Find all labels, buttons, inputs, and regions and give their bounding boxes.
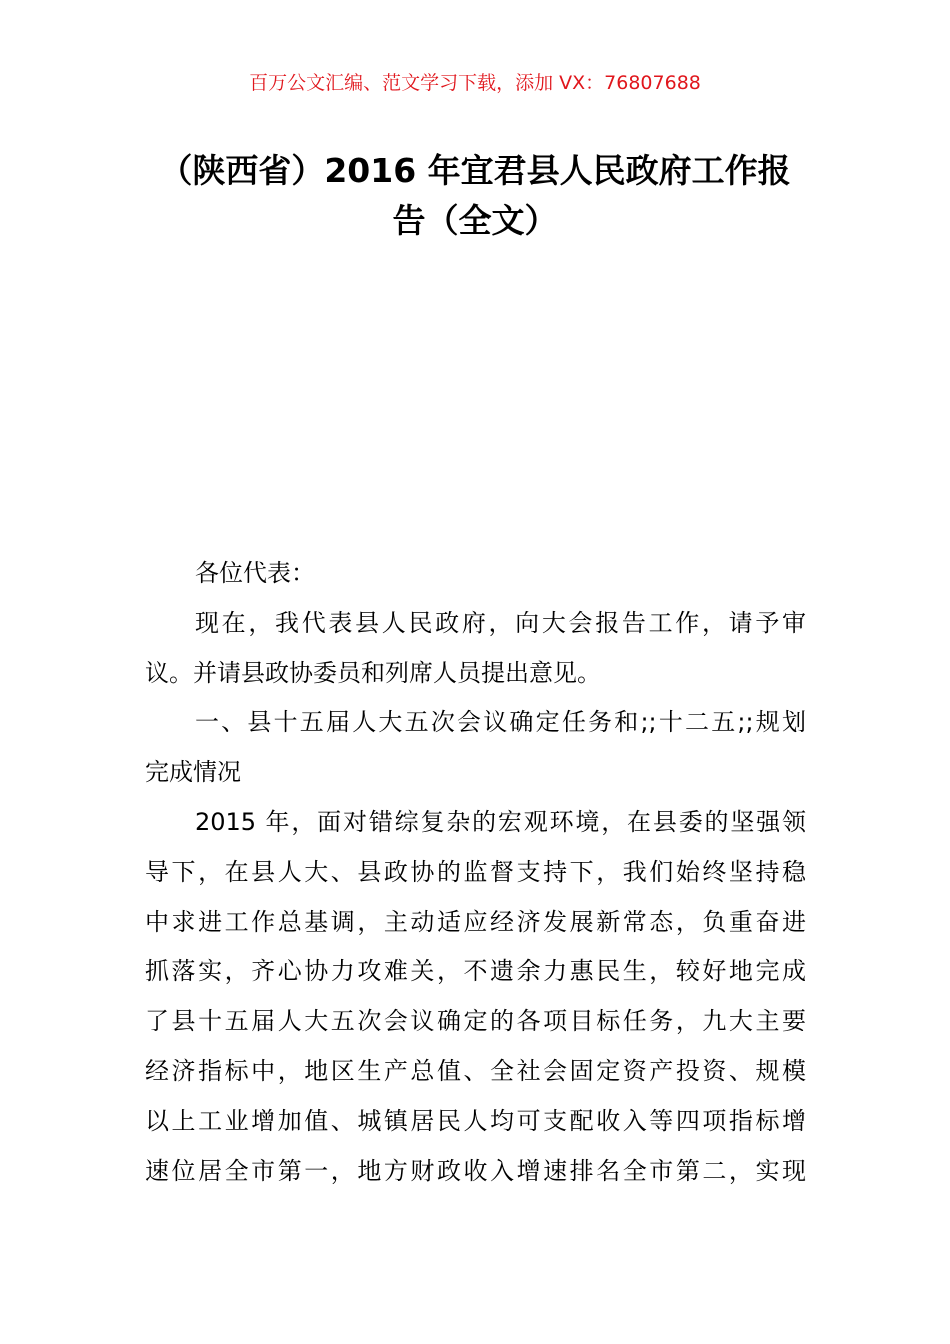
document-title	[140, 146, 810, 246]
paragraph-line: 导下，在县人大、县政协的监督支持下，我们始终坚持稳	[145, 857, 806, 886]
paragraph-line: 议。并请县政协委员和列席人员提出意见。	[145, 658, 601, 687]
section-heading-line: 一、县十五届人大五次会议确定任务和;;十二五;;规划	[195, 708, 806, 737]
paragraph-line: 速位居全市第一，地方财政收入增速排名全市第二，实现	[145, 1156, 806, 1185]
paragraph-line: 2015 年，面对错综复杂的宏观环境，在县委的坚强领	[195, 807, 806, 836]
title-line-2: 告（全文）	[392, 201, 558, 240]
salutation: 各位代表：	[195, 559, 315, 587]
watermark-header: 百万公文汇编、范文学习下载，添加 VX：76807688	[249, 72, 701, 94]
paragraph-line: 现在，我代表县人民政府，向大会报告工作，请予审	[195, 608, 806, 637]
document-body	[145, 553, 806, 1200]
section-heading-line: 完成情况	[145, 758, 241, 787]
paragraph-line: 中求进工作总基调，主动适应经济发展新常态，负重奋进	[145, 907, 806, 936]
title-line-1: （陕西省）2016 年宜君县人民政府工作报	[159, 151, 791, 190]
paragraph-line: 抓落实，齐心协力攻难关，不遗余力惠民生，较好地完成	[145, 957, 806, 986]
paragraph-line: 以上工业增加值、城镇居民人均可支配收入等四项指标增	[145, 1106, 806, 1135]
paragraph-line: 经济指标中，地区生产总值、全社会固定资产投资、规模	[145, 1056, 806, 1085]
paragraph-line: 了县十五届人大五次会议确定的各项目标任务，九大主要	[145, 1007, 806, 1036]
